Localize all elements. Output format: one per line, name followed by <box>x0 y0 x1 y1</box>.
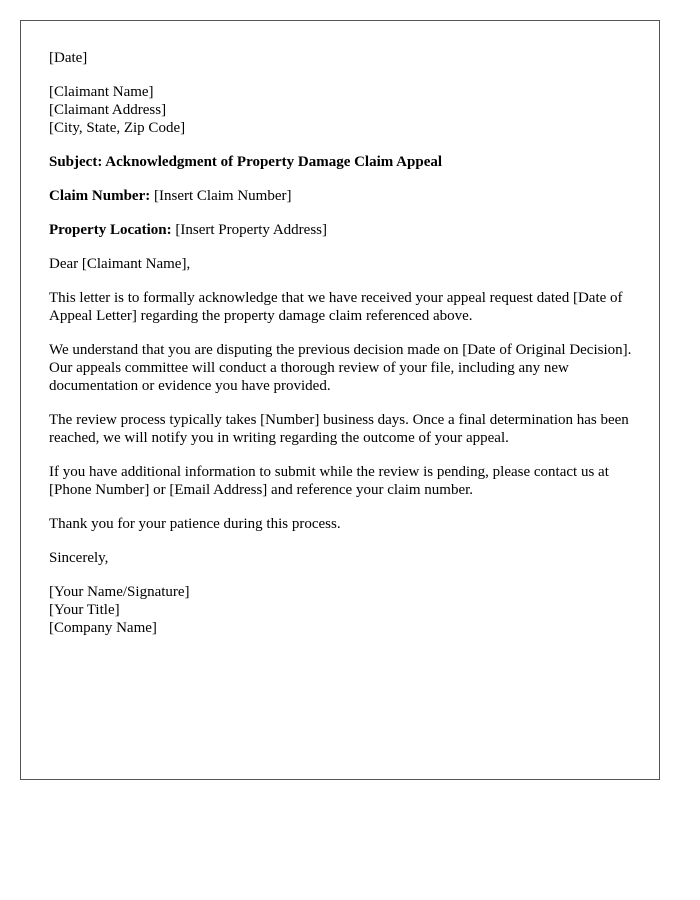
letter-body <box>49 49 641 653</box>
letter-subject: Subject: Acknowledgment of Property Damage Claim Appeal <box>49 154 443 170</box>
claim-number-line <box>49 187 641 205</box>
salutation: Dear [Claimant Name], <box>49 256 191 272</box>
signature-company: [Company Name] <box>49 620 157 636</box>
signature-name: [Your Name/Signature] <box>49 584 190 600</box>
claim-number-value: [Insert Claim Number] <box>154 188 292 204</box>
letter-page <box>20 20 660 780</box>
body-paragraph: Thank you for your patience during this process. <box>49 516 341 532</box>
property-location-label: Property Location: <box>49 222 172 238</box>
claimant-name: [Claimant Name] <box>49 84 154 100</box>
body-paragraph: If you have additional information to submit while the review is pending, please contact us at [Phone Number] or [Email Address] and reference your claim number. <box>49 464 609 498</box>
body-paragraph: This letter is to formally acknowledge that we have received your appeal request dated [Date of Appeal Letter] regarding the property damage claim referenced above. <box>49 290 623 324</box>
property-location-line <box>49 221 641 239</box>
claimant-block <box>49 83 641 137</box>
property-location-value: [Insert Property Address] <box>175 222 328 238</box>
letter-date: [Date] <box>49 50 88 66</box>
claimant-city-state-zip: [City, State, Zip Code] <box>49 120 186 136</box>
body-paragraph: We understand that you are disputing the previous decision made on [Date of Original Decision]. Our appeals committee will conduct a thorough review of your file, including any new documentation or evidence you have provided. <box>49 342 632 394</box>
signature-block <box>49 583 641 637</box>
claim-number-label: Claim Number: <box>49 188 151 204</box>
closing: Sincerely, <box>49 550 109 566</box>
signature-title: [Your Title] <box>49 602 120 618</box>
claimant-address: [Claimant Address] <box>49 102 167 118</box>
body-paragraph: The review process typically takes [Number] business days. Once a final determination has been reached, we will notify you in writing regarding the outcome of your appeal. <box>49 412 629 446</box>
